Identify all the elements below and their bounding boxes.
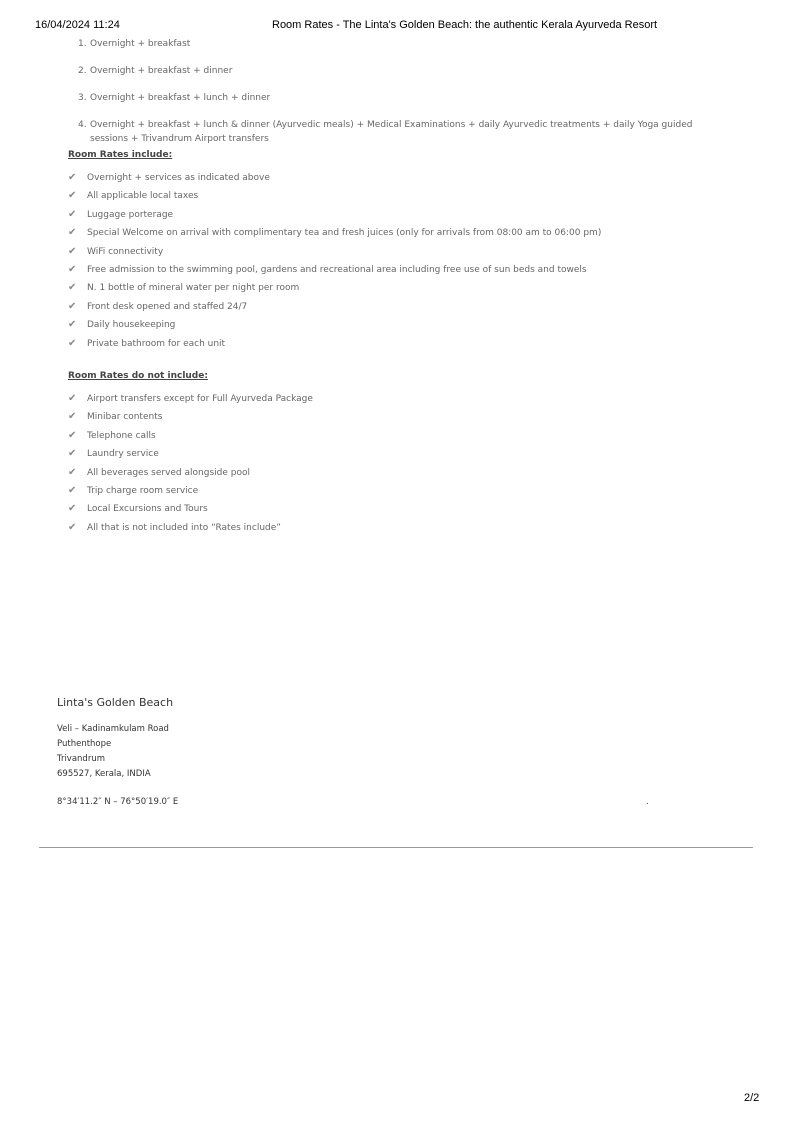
list-item: ✔ N. 1 bottle of mineral water per night per room [68,282,300,294]
address-line: Trivandrum [57,754,105,764]
check-icon: ✔ [68,282,77,294]
list-item: ✔ All that is not included into “Rates include” [68,521,281,533]
list-item: 1. Overnight + breakfast [78,39,191,49]
check-icon: ✔ [68,448,77,460]
list-item: ✔ Telephone calls [68,429,156,441]
check-icon: ✔ [68,263,77,275]
check-icon: ✔ [68,319,77,331]
address-block [57,722,169,782]
check-icon: ✔ [68,227,77,239]
list-item: ✔ Special Welcome on arrival with complimentary tea and fresh juices (only for arrivals from 08:00 am to 06:00 pm) [68,227,602,239]
list-item: ✔ Laundry service [68,448,159,460]
includes-list [68,171,601,355]
list-item: ✔ All applicable local taxes [68,190,199,202]
list-item: ✔ Daily housekeeping [68,319,176,331]
list-item: ✔ Overnight + services as indicated above [68,172,270,183]
list-item: 2. Overnight + breakfast + dinner [78,66,233,76]
list-item: 4. Overnight + breakfast + lunch & dinner (Ayurvedic meals) + Medical Examinations + daily Ayurvedic treatments + daily Yoga guided sessions + Trivandrum Airport transfers [78,120,693,144]
list-item: ✔ Front desk opened and staffed 24/7 [68,300,248,312]
check-icon: ✔ [68,429,77,441]
gps-coordinates: 8°34′11.2″ N – 76°50′19.0″ E [57,797,179,807]
list-item: ✔ Luggage porterage [68,208,174,220]
address-line: 695527, Kerala, INDIA [57,769,151,779]
footer-brand: Linta's Golden Beach [57,696,174,709]
check-icon: ✔ [68,484,77,496]
check-icon: ✔ [68,503,77,515]
check-icon: ✔ [68,208,77,220]
check-icon: ✔ [68,300,77,312]
check-icon: ✔ [68,466,77,478]
list-item: ✔ Private bathroom for each unit [68,337,226,349]
address-line: Veli – Kadinamkulam Road [57,724,169,734]
list-item: ✔ WiFi connectivity [68,245,164,257]
check-icon: ✔ [68,245,77,257]
page-number: 2/2 [744,1092,760,1104]
check-icon: ✔ [68,172,77,183]
list-item: ✔ Free admission to the swimming pool, gardens and recreational area including free use of sun beds and towels [68,263,587,275]
list-item: ✔ Minibar contents [68,411,163,423]
includes-title: Room Rates include: [68,150,173,160]
check-icon: ✔ [68,521,77,533]
list-item: 3. Overnight + breakfast + lunch + dinner [78,93,271,103]
check-icon: ✔ [68,393,77,404]
print-title: Room Rates - The Linta's Golden Beach: the authentic Kerala Ayurveda Resort [272,19,658,31]
excludes-list [68,392,313,539]
package-options-list [78,37,728,159]
footer-divider [39,847,753,848]
check-icon: ✔ [68,411,77,423]
list-item: ✔ All beverages served alongside pool [68,466,250,478]
print-header [0,19,793,33]
list-item: ✔ Trip charge room service [68,484,199,496]
check-icon: ✔ [68,190,77,202]
excludes-title: Room Rates do not include: [68,371,208,381]
address-line: Puthenthope [57,739,112,749]
list-item: ✔ Airport transfers except for Full Ayurveda Package [68,393,313,404]
footer-dot: . [646,797,649,807]
print-date: 16/04/2024 11:24 [35,19,120,31]
check-icon: ✔ [68,337,77,349]
list-item: ✔ Local Excursions and Tours [68,503,208,515]
